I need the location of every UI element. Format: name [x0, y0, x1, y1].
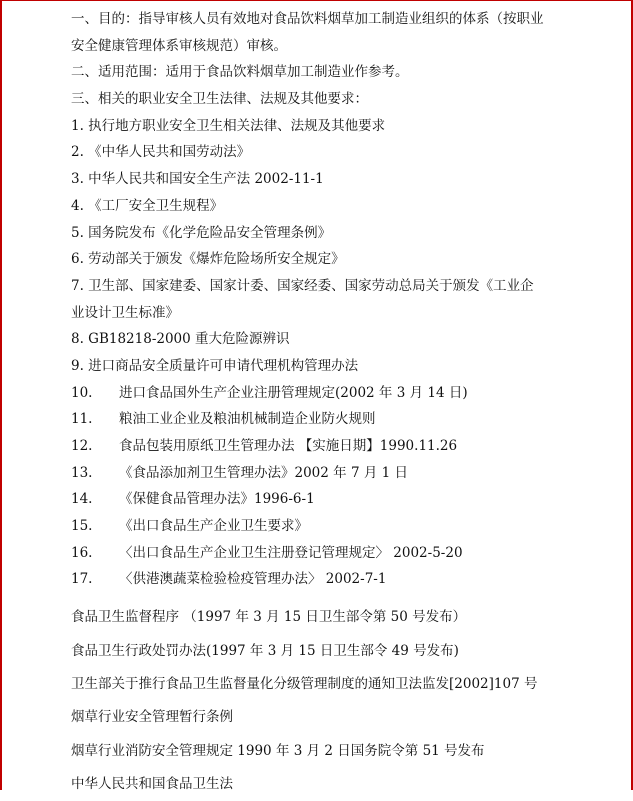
item-text: 《食品添加剂卫生管理办法》2002 年 7 月 1 日: [119, 464, 408, 481]
intro-line: 三、相关的职业安全卫生法律、法规及其他要求：: [71, 91, 368, 108]
item-text: 食品包装用原纸卫生管理办法 【实施日期】1990.11.26: [119, 438, 458, 454]
list-item: 6. 劳动部关于颁发《爆炸危险场所安全规定》: [71, 251, 345, 268]
list-item: [71, 460, 611, 487]
spacer: [71, 593, 611, 601]
regulation-line: 食品卫生监督程序 （1997 年 3 月 15 日卫生部令第 50 号发布）: [71, 609, 467, 626]
list-item: [71, 513, 611, 540]
list-item: [71, 406, 611, 433]
list-item: 9. 进口商品安全质量许可申请代理机构管理办法: [71, 357, 359, 374]
item-number: 16.: [71, 544, 93, 561]
list-item: [71, 380, 611, 407]
item-text: 进口食品国外生产企业注册管理规定(2002 年 3 月 14 日): [119, 384, 468, 401]
intro-line: 安全健康管理体系审核规范）审核。: [71, 37, 287, 54]
item-number: 14.: [71, 491, 93, 508]
regulation-line: 烟草行业安全管理暂行条例: [71, 709, 233, 726]
item-number: 13.: [71, 464, 93, 481]
list-item: [71, 433, 611, 460]
item-text: 〈出口食品生产企业卫生注册登记管理规定〉 2002-5-20: [119, 544, 463, 561]
item-number: 11.: [71, 411, 93, 428]
item-number: 10.: [71, 384, 93, 401]
item-text: 《保健食品管理办法》1996-6-1: [119, 491, 315, 508]
item-number: 15.: [71, 518, 93, 535]
item-text: 粮油工业企业及粮油机械制造企业防火规则: [119, 411, 376, 428]
list-item: [71, 540, 611, 567]
item-number: 17.: [71, 571, 93, 588]
list-item: [71, 486, 611, 513]
list-item: 3. 中华人民共和国安全生产法 2002-11-1: [71, 171, 324, 188]
item-text: 《出口食品生产企业卫生要求》: [119, 518, 308, 535]
list-item: 8. GB18218-2000 重大危险源辨识: [71, 331, 290, 348]
list-item: 4. 《工厂安全卫生规程》: [71, 197, 224, 214]
regulation-line: 中华人民共和国食品卫生法: [71, 776, 233, 793]
intro-line: 一、目的：指导审核人员有效地对食品饮料烟草加工制造业组织的体系（按职业: [71, 11, 544, 27]
list-item: 1. 执行地方职业安全卫生相关法律、法规及其他要求: [71, 117, 386, 134]
list-item: 7. 卫生部、国家建委、国家计委、国家经委、国家劳动总局关于颁发《工业企: [71, 277, 534, 294]
list-item: 5. 国务院发布《化学危险品安全管理条例》: [71, 224, 332, 241]
regulation-line: 卫生部关于推行食品卫生监督量化分级管理制度的通知卫法监发[2002]107 号: [71, 675, 538, 692]
list-item: [71, 566, 611, 593]
regulation-line: 食品卫生行政处罚办法(1997 年 3 月 15 日卫生部令 49 号发布): [71, 642, 459, 659]
document-body: [71, 6, 611, 801]
item-number: 12.: [71, 438, 93, 454]
list-item: 业设计卫生标准》: [71, 304, 179, 321]
item-text: 〈供港澳蔬菜检验检疫管理办法〉 2002-7-1: [119, 571, 387, 588]
regulation-line: 烟草行业消防安全管理规定 1990 年 3 月 2 日国务院令第 51 号发布: [71, 742, 485, 759]
intro-line: 二、适用范围：适用于食品饮料烟草加工制造业作参考。: [71, 64, 409, 81]
list-item: 2. 《中华人民共和国劳动法》: [71, 144, 251, 161]
